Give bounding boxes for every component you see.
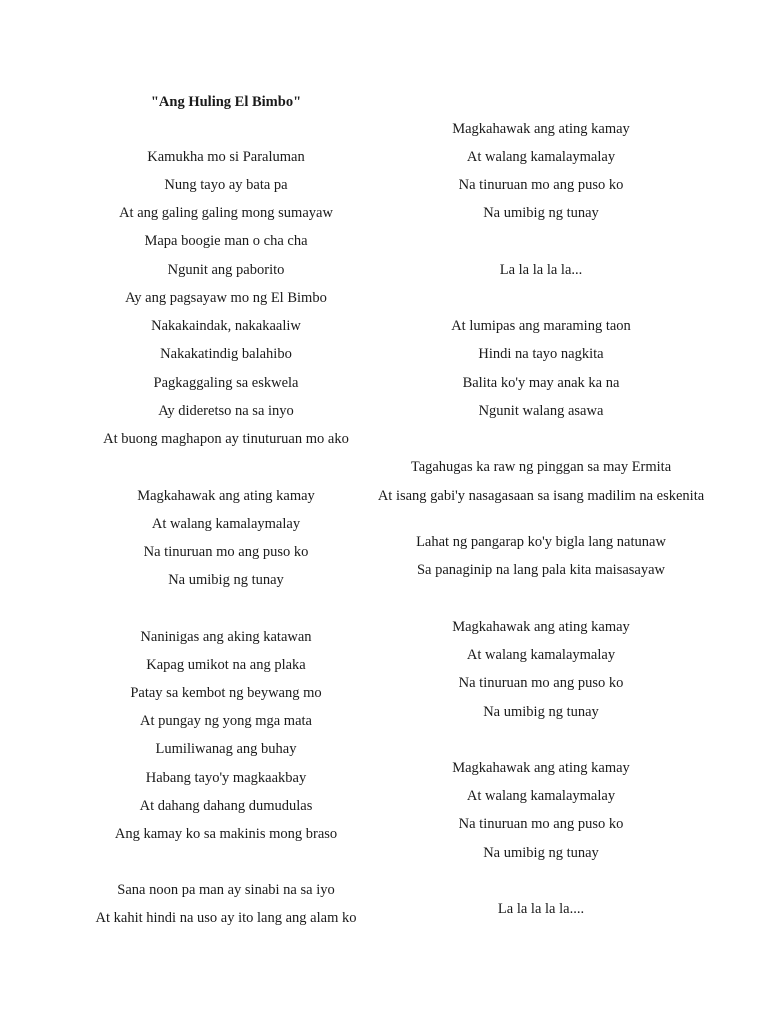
lyric-line: At walang kamalaymalay — [466, 647, 616, 663]
lyric-line: Ang kamay ko sa makinis mong braso — [114, 826, 338, 842]
lyric-line: Tagahugas ka raw ng pinggan sa may Ermita — [410, 459, 672, 475]
lyric-line: La la la la la... — [499, 262, 583, 278]
lyric-line: At isang gabi'y nasagasaan sa isang madilim na eskenita — [377, 488, 705, 504]
lyric-line: Habang tayo'y magkaakbay — [145, 770, 307, 786]
lyric-line: Na umibig ng tunay — [483, 704, 599, 720]
lyric-line: At walang kamalaymalay — [466, 149, 616, 165]
lyric-line: Ay ang pagsayaw mo ng El Bimbo — [125, 290, 327, 306]
lyric-line: At walang kamalaymalay — [466, 788, 616, 804]
lyric-line: Patay sa kembot ng beywang mo — [130, 685, 322, 701]
lyric-line: Kapag umikot na ang plaka — [146, 657, 306, 673]
lyric-line: Na umibig ng tunay — [483, 205, 599, 221]
lyric-line: La la la la la.... — [497, 901, 585, 917]
lyric-line: At kahit hindi na uso ay ito lang ang alam ko — [95, 910, 357, 926]
lyric-line: Balita ko'y may anak ka na — [462, 375, 620, 391]
lyric-line: At dahang dahang dumudulas — [139, 798, 313, 814]
lyric-line: At ang galing galing mong sumayaw — [119, 205, 333, 221]
lyric-line: Kamukha mo si Paraluman — [147, 149, 305, 165]
lyric-line: At walang kamalaymalay — [151, 516, 301, 532]
song-title: "Ang Huling El Bimbo" — [150, 94, 302, 110]
lyric-line: Na tinuruan mo ang puso ko — [458, 675, 624, 691]
lyric-line: Sana noon pa man ay sinabi na sa iyo — [117, 882, 335, 898]
lyric-line: Pagkaggaling sa eskwela — [153, 375, 299, 391]
lyric-line: Nakakatindig balahibo — [160, 346, 292, 362]
lyric-line: Nakakaindak, nakakaaliw — [151, 318, 301, 334]
lyric-line: Hindi na tayo nagkita — [478, 346, 604, 362]
lyric-line: Magkahawak ang ating kamay — [452, 619, 630, 635]
lyric-line: At pungay ng yong mga mata — [140, 713, 312, 729]
lyric-line: Lahat ng pangarap ko'y bigla lang natunaw — [416, 534, 666, 550]
lyric-line: Na umibig ng tunay — [168, 572, 284, 588]
lyric-line: At buong maghapon ay tinuturuan mo ako — [103, 431, 349, 447]
lyric-line: Ngunit ang paborito — [167, 262, 285, 278]
lyric-line: Lumiliwanag ang buhay — [155, 741, 297, 757]
lyric-line: Na tinuruan mo ang puso ko — [458, 177, 624, 193]
lyric-line: Magkahawak ang ating kamay — [452, 760, 630, 776]
lyric-line: At lumipas ang maraming taon — [451, 318, 631, 334]
lyric-line: Sa panaginip na lang pala kita maisasayaw — [416, 562, 666, 578]
lyric-line: Ay dideretso na sa inyo — [158, 403, 294, 419]
lyric-line: Mapa boogie man o cha cha — [144, 233, 308, 249]
lyric-line: Na tinuruan mo ang puso ko — [143, 544, 309, 560]
lyric-line: Nung tayo ay bata pa — [164, 177, 288, 193]
lyric-line: Na tinuruan mo ang puso ko — [458, 816, 624, 832]
lyric-line: Ngunit walang asawa — [478, 403, 604, 419]
lyric-line: Magkahawak ang ating kamay — [452, 121, 630, 137]
lyric-line: Magkahawak ang ating kamay — [137, 488, 315, 504]
lyric-line: Na umibig ng tunay — [483, 845, 599, 861]
lyric-line: Naninigas ang aking katawan — [140, 629, 312, 645]
